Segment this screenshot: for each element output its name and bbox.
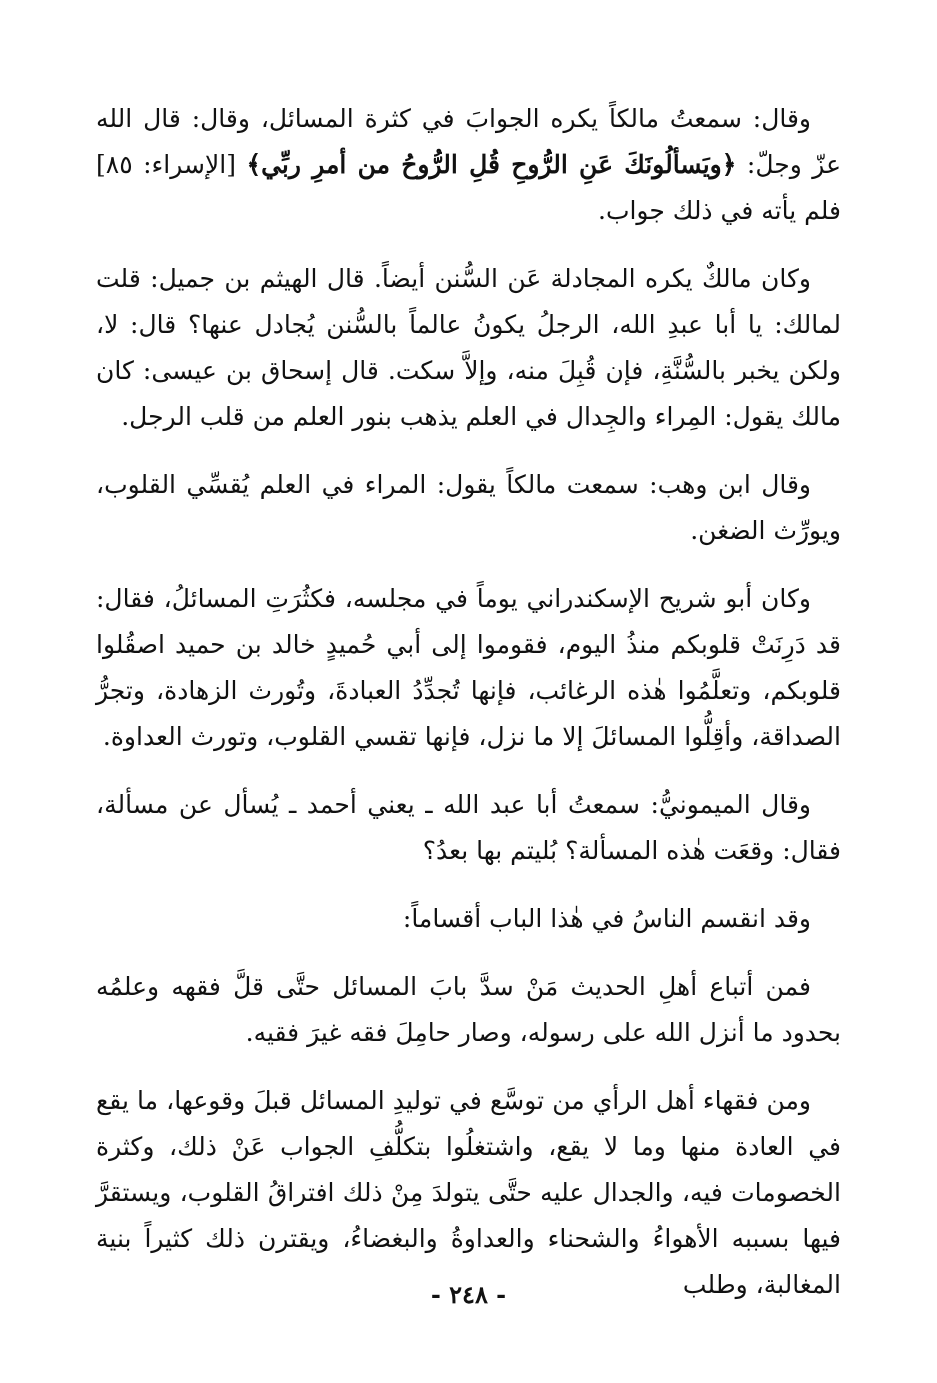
paragraph-5: وقال الميمونيُّ: سمعتُ أبا عبد الله ـ يعني أحمد ـ يُسأل عن مسألة، فقال: وقعَت هٰذه المسألة؟ بُليتم بها بعدُ؟ [96,790,841,865]
paragraph-6: وقد انقسم الناسُ في هٰذا الباب أقساماً: [402,904,811,933]
paragraph-4: وكان أبو شريح الإسكندراني يوماً في مجلسه، فكثُرَتِ المسائلُ، فقال: قد دَرِنَتْ قلوبكم منذُ اليوم، فقوموا إلى أبي حُميدٍ خالد بن حميد اصقُلوا قلوبكم، وتعلَّمُوا هٰذه الرغائب، فإنها تُجدِّدُ العبادةَ، وتُورث الزهادة، وتجرُّ الصداقة، وأقِلُّوا المسائلَ إلا ما نزل، فإنها تقسي القلوب، وتورث العداوة. [96,584,841,751]
paragraph-1 [96,96,841,234]
page-body [96,96,841,1330]
paragraph-2: وكان مالكٌ يكره المجادلة عَن السُّنن أيضاً. قال الهيثم بن جميل: قلت لمالك: يا أبا عبدِ الله، الرجلُ يكونُ عالماً بالسُّنن يُجادل عنها؟ قال: لا، ولكن يخبر بالسُّنَّةِ، فإن قُبِلَ منه، وإلاَّ سكت. قال إسحاق بن عيسى: كان مالك يقول: المِراء والجِدال في العلم يذهب بنور العلم من قلب الرجل. [96,264,841,431]
paragraph-1-after: [الإسراء: ٨٥] فلم يأته في ذلك جواب. [96,150,841,225]
paragraph-3: وقال ابن وهب: سمعت مالكاً يقول: المراء في العلم يُقسِّي القلوب، ويورِّث الضغن. [96,470,841,545]
paragraph-7: فمن أتباع أهلِ الحديث مَنْ سدَّ بابَ المسائل حتَّى قلَّ فقهه وعلمُه بحدود ما أنزل الله على رسوله، وصار حامِلَ فقه غيرَ فقيه. [96,972,841,1047]
quran-verse: ﴿ويَسألُونَكَ عَنِ الرُّوحِ قُلِ الرُّوحُ من أمرِ ربِّي﴾ [246,150,737,179]
paragraph-1-before: وقال: سمعتُ مالكاً يكره الجوابَ في كثرة المسائل، وقال: قال الله عزّ وجلّ: [96,104,841,179]
paragraph-8: ومن فقهاء أهل الرأي من توسَّع في توليدِ المسائل قبلَ وقوعها، ما يقع في العادة منها وما لا يقع، واشتغلُوا بتكلُّفِ الجواب عَنْ ذلك، وكثرة الخصومات فيه، والجدال عليه حتَّى يتولدَ مِنْ ذلك افتراقُ القلوب، ويستقرَّ فيها بسببه الأهواءُ والشحناء والعداوةُ والبغضاءُ، ويقترن ذلك كثيراً بنية المغالبة، وطلب [96,1086,841,1299]
page-number: - ٢٤٨ - [430,1280,507,1309]
